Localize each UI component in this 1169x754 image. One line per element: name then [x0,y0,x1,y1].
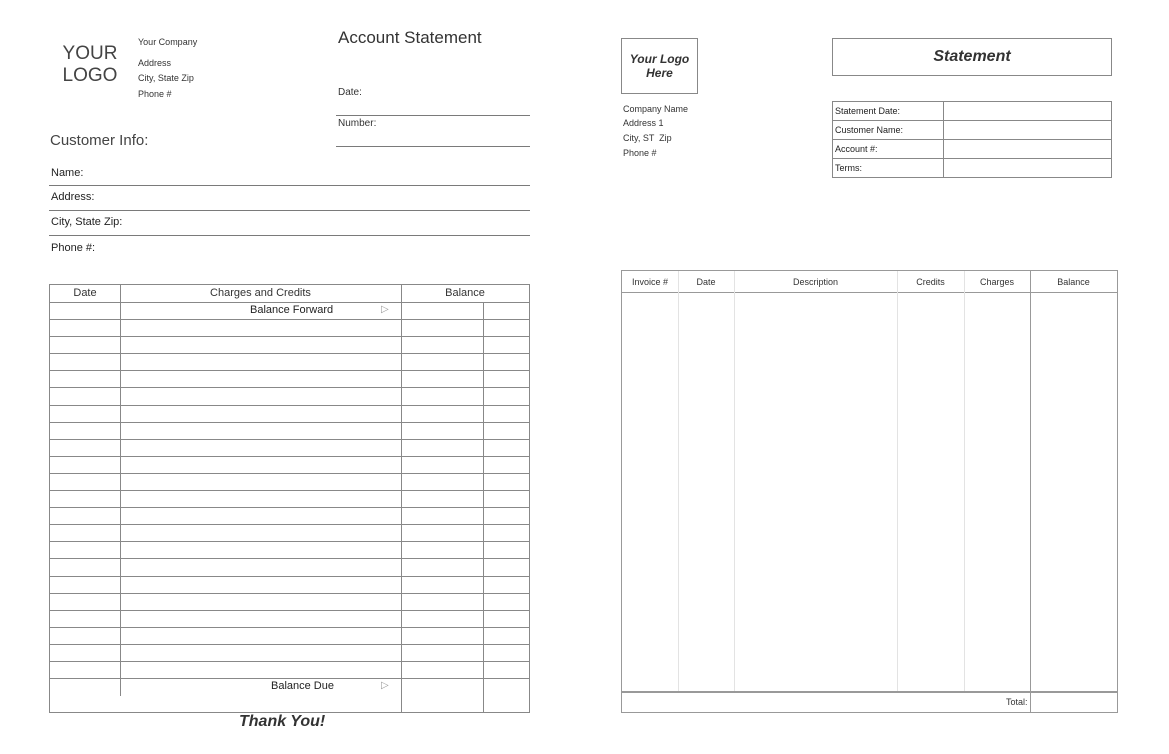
logo-placeholder-right [621,38,698,94]
table-row-line [50,456,529,457]
transactions-table [49,284,530,713]
statement-title [832,38,1112,76]
company-phone: Phone # [138,89,172,99]
balance-due-label: Balance Due [271,680,334,692]
logo-right-line-1: Your Logo [629,52,690,66]
city-line[interactable] [49,235,530,236]
info-row [833,121,1112,140]
info-row [833,159,1112,178]
table-row-line [50,507,529,508]
col-header-date: Date [73,287,97,299]
col-header-invoice: Invoice # [631,277,669,287]
table-col-line [120,285,121,696]
info-label: Customer Name: [833,121,944,140]
table-row-line [50,541,529,542]
table-row-line [50,387,529,388]
col-divider-balance [1030,271,1031,712]
table-row-line [50,678,529,679]
table-row-line [50,302,529,303]
table-row-line [50,422,529,423]
date-line[interactable] [336,115,530,116]
table-row-line [50,627,529,628]
address-line[interactable] [49,210,530,211]
company-address-right: Address 1 [623,118,664,128]
table-row-line [50,336,529,337]
col-header-date: Date [696,277,716,287]
table-row-line [50,576,529,577]
page-title: Account Statement [338,28,482,47]
invoice-table [621,270,1118,713]
company-city-right: City, ST Zip [623,133,672,143]
col-divider [964,271,965,692]
table-row-line [50,439,529,440]
logo-line-2: LOGO [62,65,118,86]
info-row [833,140,1112,159]
company-phone-right: Phone # [623,148,657,158]
total-label: Total: [1006,697,1028,707]
total-value-field[interactable] [1031,693,1117,712]
table-row-line [50,558,529,559]
col-divider [897,271,898,692]
col-header-credits: Credits [916,277,945,287]
name-label: Name: [51,167,84,179]
col-header-charges: Charges [979,277,1015,287]
phone-label: Phone #: [51,242,96,254]
table-row-line [50,524,529,525]
name-line[interactable] [49,185,530,186]
table-row-line [50,319,529,320]
company-address: Address [138,58,172,68]
col-header-charges: Charges and Credits [210,287,311,299]
table-row-line [50,473,529,474]
thank-you-note: Thank You! [239,713,326,730]
customer-info-title: Customer Info: [50,132,149,149]
customer-name-field[interactable] [944,121,1112,140]
address-label: Address: [51,191,95,203]
info-row [833,102,1112,121]
table-col-line [401,285,402,712]
table-row-line [50,353,529,354]
statement-date-field[interactable] [944,102,1112,121]
col-divider [678,271,679,692]
logo-placeholder [55,43,125,87]
info-label: Account #: [833,140,944,159]
statement-info-table [832,101,1112,178]
city-label: City, State Zip: [51,216,123,228]
col-divider [734,271,735,692]
col-header-balance: Balance [1057,277,1090,287]
number-label: Number: [338,118,377,129]
table-row-line [50,405,529,406]
logo-line-1: YOUR [62,43,118,64]
statement-title-text: Statement [933,48,1011,65]
company-name: Your Company [138,37,198,47]
balance-forward-arrow-icon: ▷ [381,304,389,315]
info-label: Terms: [833,159,944,178]
account-number-field[interactable] [944,140,1112,159]
table-row-line [50,490,529,491]
company-city: City, State Zip [138,73,194,83]
logo-right-line-2: Here [646,66,673,80]
table-row-line [50,593,529,594]
info-label: Statement Date: [833,102,944,121]
header-divider [622,292,1117,293]
table-row-line [50,370,529,371]
table-row-line [50,610,529,611]
table-row-line [50,644,529,645]
balance-forward-label: Balance Forward [250,304,334,316]
col-header-description: Description [792,277,839,287]
terms-field[interactable] [944,159,1112,178]
table-row-line [50,661,529,662]
company-name-right: Company Name [623,104,689,114]
number-line[interactable] [336,146,530,147]
col-header-balance: Balance [445,287,485,299]
balance-due-arrow-icon: ▷ [381,680,389,691]
table-col-line [483,302,484,712]
date-label: Date: [338,87,362,98]
